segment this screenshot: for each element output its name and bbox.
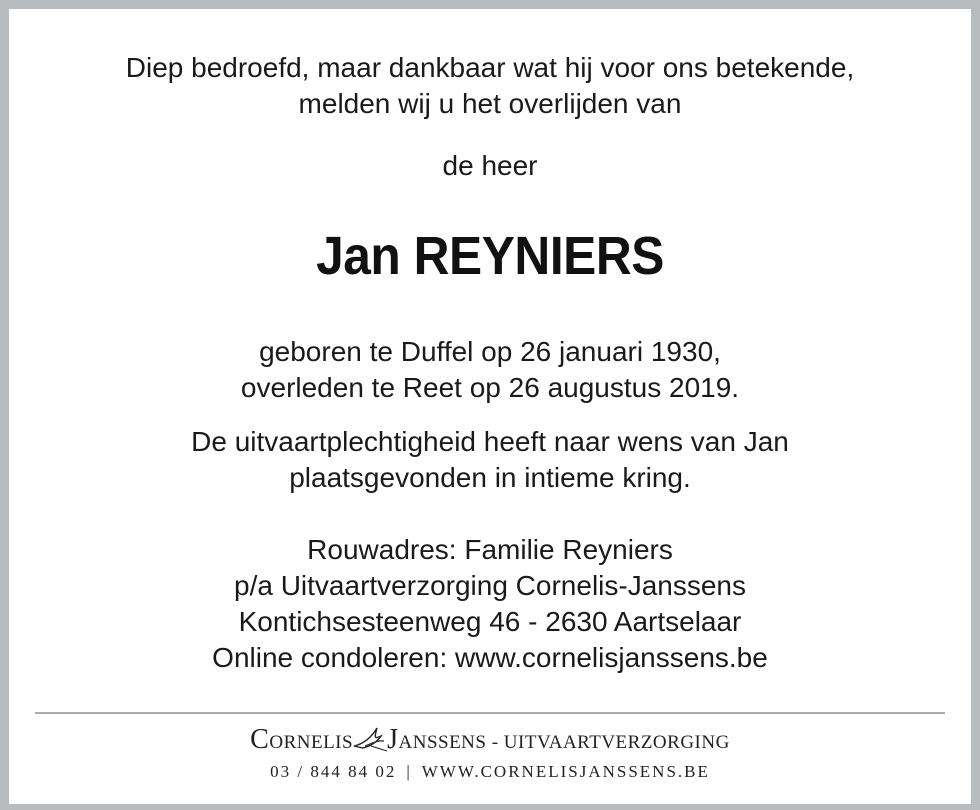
contact-separator: | <box>406 762 412 781</box>
contact-line <box>0 762 980 782</box>
address-line-2: p/a Uitvaartverzorging Cornelis-Janssens <box>234 570 746 601</box>
ceremony-text <box>0 424 980 496</box>
footer-divider <box>35 712 945 714</box>
brand-cornelis: ORNELIS <box>269 732 354 753</box>
death-line: overleden te Reet op 26 augustus 2019. <box>240 372 740 403</box>
funeral-home-brand <box>0 724 980 756</box>
phone-number: 03 / 844 84 02 <box>270 762 397 781</box>
life-dates <box>0 334 980 406</box>
ceremony-line-1: De uitvaartplechtigheid heeft naar wens van Jan <box>191 426 789 457</box>
mourning-address <box>0 532 980 676</box>
deceased-name: Jan REYNIERS <box>316 226 664 286</box>
brand-initial-c: C <box>250 724 270 755</box>
address-line-3: Kontichsesteenweg 46 - 2630 Aartselaar <box>238 606 742 637</box>
brand-janssens: ANSSENS <box>398 732 487 753</box>
intro-line-2: melden wij u het overlijden van <box>298 88 682 119</box>
bird-logo-icon <box>351 724 389 754</box>
brand-initial-j: J <box>387 724 399 755</box>
intro-line-1: Diep bedroefd, maar dankbaar wat hij voor ons betekende, <box>125 52 855 83</box>
brand-suffix: - UITVAARTVERZORGING <box>486 732 730 753</box>
intro-text <box>0 50 980 122</box>
address-line-1: Rouwadres: Familie Reyniers <box>307 534 673 565</box>
ceremony-line-2: plaatsgevonden in intieme kring. <box>289 462 691 493</box>
honorific: de heer <box>442 150 538 181</box>
birth-line: geboren te Duffel op 26 januari 1930, <box>259 336 721 367</box>
website-link[interactable]: WWW.CORNELISJANSSENS.BE <box>421 762 710 781</box>
condolence-line: Online condoleren: www.cornelisjanssens.be <box>212 642 768 673</box>
